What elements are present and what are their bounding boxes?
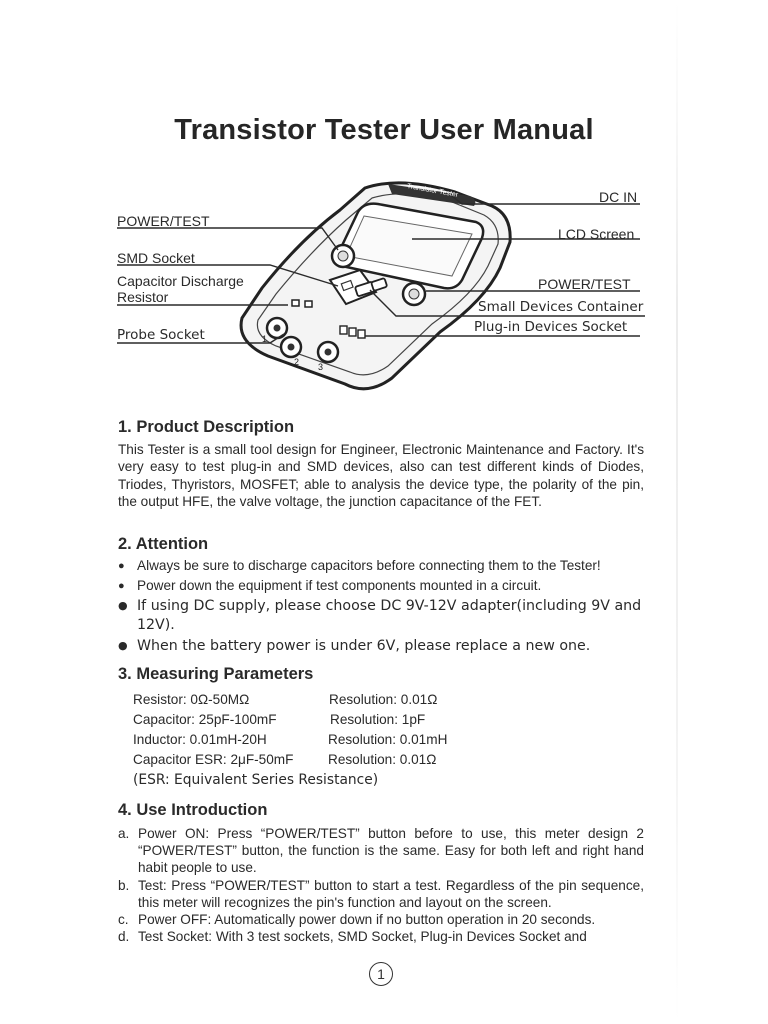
scan-edge [676,0,678,1024]
attention-item: ● Power down the equipment if test components mounted in a circuit. [118,577,648,595]
label-small-devices-container: Small Devices Container [478,299,644,315]
use-item [118,825,644,877]
use-item [118,928,644,945]
page-title: Transistor Tester User Manual [174,114,594,146]
heading-attention: 2. Attention [118,535,209,553]
product-description-text: This Tester is a small tool design for Engineer, Electronic Maintenance and Factory. It's very easy to test plug-in and SMD devices, also can test different kinds of Diodes, Triodes, Thyristors, MOSFET; able to analysis the device type, the polarity of the pin, the output HFE, the valve voltage, the junction capacitance of the FET. [118,442,644,510]
param-resolution: Resolution: 0.01Ω [328,752,437,767]
param-resolution: Resolution: 0.01Ω [329,692,438,707]
use-item-text: Power OFF: Automatically power down if no button operation in 20 seconds. [138,912,596,928]
use-item [118,911,644,928]
label-probe-socket: Probe Socket [117,327,205,343]
use-item-text: Power ON: Press “POWER/TEST” button before to use, this meter design 2 “POWER/TEST” button, the function is the same. Easy for both left and right hand habit people to use. [138,826,644,876]
param-value: Capacitor ESR: 2μF-50mF [133,752,294,767]
attention-item: ● When the battery power is under 6V, please replace a new one. [118,637,648,656]
heading-measuring-parameters: 3. Measuring Parameters [118,665,314,683]
label-capacitor-discharge-resistor: Resistor [117,289,169,305]
param-value: Resistor: 0Ω-50MΩ [133,692,250,707]
label-capacitor-discharge: Capacitor Discharge [117,273,244,289]
label-power-test-right: POWER/TEST [538,276,631,292]
label-lcd-screen: LCD Screen [558,226,635,242]
label-power-test-left: POWER/TEST [117,213,210,229]
heading-product-description: 1. Product Description [118,418,295,436]
param-resolution: Resolution: 0.01mH [328,732,448,747]
pin-label-2: 2 [294,357,300,367]
use-item-text: Test: Press “POWER/TEST” button to start a test. Regardless of the pin sequence, this meter will recognizes the pin's function and layout on the screen. [138,877,644,910]
use-item-marker: a. [118,826,130,841]
heading-use-introduction: 4. Use Introduction [118,801,268,819]
param-note: (ESR: Equivalent Series Resistance) [133,772,379,788]
label-plugin-devices-socket: Plug-in Devices Socket [474,319,628,335]
use-introduction-list [118,825,644,945]
attention-list [118,557,648,656]
use-item-marker: c. [118,912,129,928]
use-item-text: Test Socket: With 3 test sockets, SMD Socket, Plug-in Devices Socket and [138,929,587,945]
label-smd-socket: SMD Socket [117,250,195,266]
discharge-resistor-pad [292,300,299,306]
param-resolution: Resolution: 1pF [330,712,426,727]
pin-label-1: 1 [262,334,268,344]
attention-item: ● If using DC supply, please choose DC 9V-12V adapter(including 9V and 12V). [118,597,642,634]
param-value: Capacitor: 25pF-100mF [133,712,277,727]
attention-item: ● Always be sure to discharge capacitors before connecting them to the Tester! [118,557,648,575]
pin-label-3: 3 [318,362,324,372]
device-diagram [0,170,768,410]
use-item-marker: b. [118,877,130,893]
use-item [118,877,644,911]
device-illustration [241,183,510,389]
param-value: Inductor: 0.01mH-20H [133,732,267,747]
page-number: 1 [369,962,393,986]
use-item-marker: d. [118,929,130,945]
label-dc-in: DC IN [599,189,638,205]
device-top-text: Transistor Tester [406,182,459,199]
